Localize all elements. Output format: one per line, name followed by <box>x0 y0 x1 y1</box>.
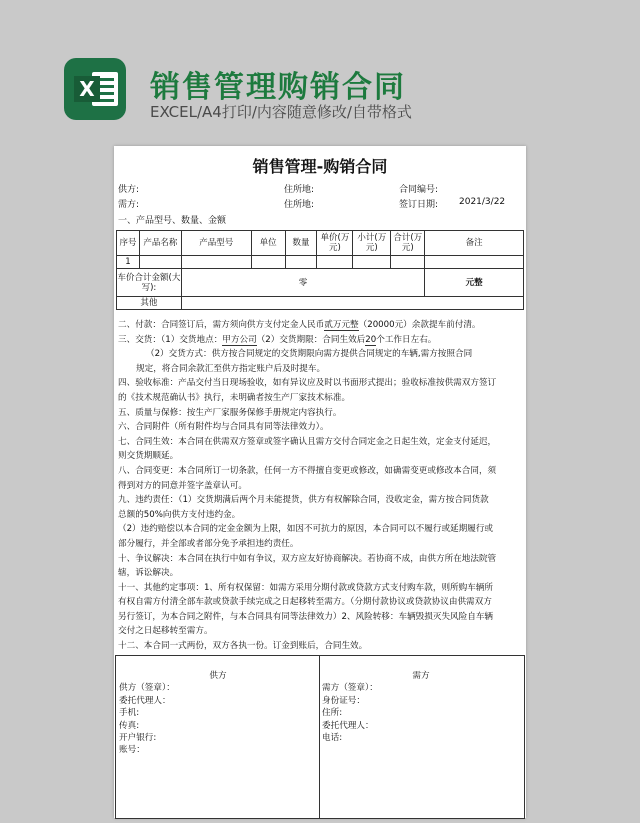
term-breach-2: （2）违约赔偿以本合同的定金金额为上限，如因不可抗力的原因，本合同可以不履行或延期履行或 <box>118 524 494 535</box>
header-cell: 产品名称 <box>139 231 181 256</box>
table-header-row <box>117 231 524 256</box>
term-other-cont2: 另行签订，为本合同之附件，与本合同具有同等法律效力）2、风险转移：车辆毁损灭失风险自车辆 <box>118 611 494 622</box>
supplier-bank-line: 开户银行: <box>119 733 157 744</box>
buyer-agent-line: 委托代理人： <box>322 720 374 731</box>
supplier-fax-line: 传真: <box>119 720 140 731</box>
total-row <box>117 269 524 297</box>
term-effective-cont: 则交货期顺延。 <box>118 451 179 462</box>
section-products: 一、产品型号、数量、金额 <box>118 216 227 226</box>
header-cell: 产品型号 <box>181 231 251 256</box>
buyer-heading: 需方 <box>412 671 430 681</box>
other-label: 其他 <box>117 297 182 310</box>
buyer-address-line: 住所: <box>322 708 343 719</box>
term-breach: 九、违约责任：（1）交货期满后两个月未能提货，供方有权解除合同，没收定金，需方按合同货款 <box>118 495 489 506</box>
term-delivery-method-cont: 规定，将合同余款汇至供方指定账户后及时提车。 <box>136 363 326 374</box>
total-value: 零 <box>181 269 424 297</box>
supplier-heading: 供方 <box>209 671 227 681</box>
header-cell: 合计(万元) <box>391 231 425 256</box>
term-attachments: 六、合同附件（所有附件均与合同具有同等法律效力）。 <box>118 422 329 433</box>
contract-terms <box>118 318 522 654</box>
header-cell: 备注 <box>425 231 524 256</box>
buyer-signature <box>322 670 520 744</box>
supplier-label: 供方: <box>118 185 140 195</box>
term-dispute: 十、争议解决：本合同在执行中如有争议，双方应友好协商解决。若协商不成，由供方所在地法院管 <box>118 553 497 564</box>
term-dispute-cont: 辖，诉讼解决。 <box>118 568 179 579</box>
term-breach-cont: 总额的50%向供方支付违约金。 <box>118 509 241 520</box>
row-number: 1 <box>117 256 140 269</box>
term-copies: 十二、本合同一式两份，双方各执一份。订金到账后，合同生效。 <box>118 641 368 652</box>
buyer-label: 需方: <box>118 200 140 210</box>
deposit-amount: 贰万元整 <box>324 320 359 330</box>
contract-page <box>114 146 526 818</box>
total-unit: 元整 <box>425 269 524 297</box>
header-cell: 单价(万元) <box>317 231 353 256</box>
header-cell: 小计(万元) <box>353 231 391 256</box>
buyer-address-label: 住所地: <box>284 200 315 210</box>
supplier-seal-line: 供方（签章）： <box>119 683 175 694</box>
other-row <box>117 297 524 310</box>
term-delivery: 三、交货：（1）交货地点：甲方公司（2）交货期限：合同生效后20个工作日左右。 <box>118 334 437 345</box>
supplier-address-label: 住所地: <box>284 185 315 195</box>
signature-block <box>115 655 525 819</box>
buyer-seal-line: 需方（签章）： <box>322 683 378 694</box>
supplier-mobile-line: 手机: <box>119 708 140 719</box>
delivery-location: 甲方公司 <box>222 334 257 345</box>
term-other-cont3: 交付之日起移转至需方。 <box>118 626 213 637</box>
sign-date-label: 签订日期: <box>399 200 439 210</box>
header-banner <box>0 0 640 140</box>
supplier-agent-line: 委托代理人： <box>119 695 171 706</box>
document-title: 销售管理-购销合同 <box>252 157 388 176</box>
term-payment: 二、付款：合同签订后，需方须向供方支付定金人民币贰万元整（20000元）余款提车前付清。 <box>118 320 481 330</box>
term-acceptance: 四、验收标准：产品交付当日现场验收，如有异议应及时以书面形式提出；验收标准按供需双方签订 <box>118 378 497 389</box>
contract-no-label: 合同编号: <box>399 185 439 195</box>
total-label: 车价合计金额(大写): <box>117 269 182 297</box>
term-effective: 七、合同生效：本合同在供需双方签章或签字确认且需方交付合同定金之日起生效，定金支付延迟， <box>118 436 497 447</box>
term-change: 八、合同变更：本合同所订一切条款，任何一方不得擅自变更或修改，如确需变更或修改本合同，须 <box>118 465 497 476</box>
banner-subtitle: EXCEL/A4打印/内容随意修改/自带格式 <box>150 103 412 121</box>
term-quality: 五、质量与保修：按生产厂家服务保修手册规定内容执行。 <box>118 407 342 418</box>
term-other: 十一、其他约定事项：1、所有权保留：如需方采用分期付款或贷款方式支付购车款，则所购车辆所 <box>118 582 494 593</box>
term-breach-2-cont: 部分履行，并全部或者部分免予承担违约责任。 <box>118 538 299 549</box>
term-delivery-method: （2）交货方式：供方按合同规定的交货期限向需方提供合同规定的车辆,需方按照合同 <box>146 349 473 360</box>
delivery-days: 20 <box>365 334 377 345</box>
term-change-cont: 得到对方的同意并签字盖章认可。 <box>118 480 247 491</box>
supplier-signature <box>119 670 317 757</box>
header-cell: 单位 <box>251 231 285 256</box>
product-table <box>116 230 524 310</box>
header-cell: 序号 <box>117 231 140 256</box>
table-row <box>117 256 524 269</box>
buyer-id-line: 身份证号： <box>322 695 365 706</box>
sign-date-value: 2021/3/22 <box>459 197 506 207</box>
signature-divider <box>319 656 320 818</box>
buyer-phone-line: 电话: <box>322 733 343 744</box>
header-cell: 数量 <box>285 231 317 256</box>
banner-title: 销售管理购销合同 <box>150 70 406 105</box>
term-acceptance-cont: 的《技术规范确认书》执行，未明确者按生产厂家技术标准。 <box>118 392 351 403</box>
term-other-cont1: 有权自需方付清全部车款或贷款手续完成之日起移转至需方。（分期付款协议或贷款协议由供需双方 <box>118 597 492 608</box>
supplier-account-line: 账号： <box>119 745 145 756</box>
excel-icon: X <box>64 58 126 120</box>
